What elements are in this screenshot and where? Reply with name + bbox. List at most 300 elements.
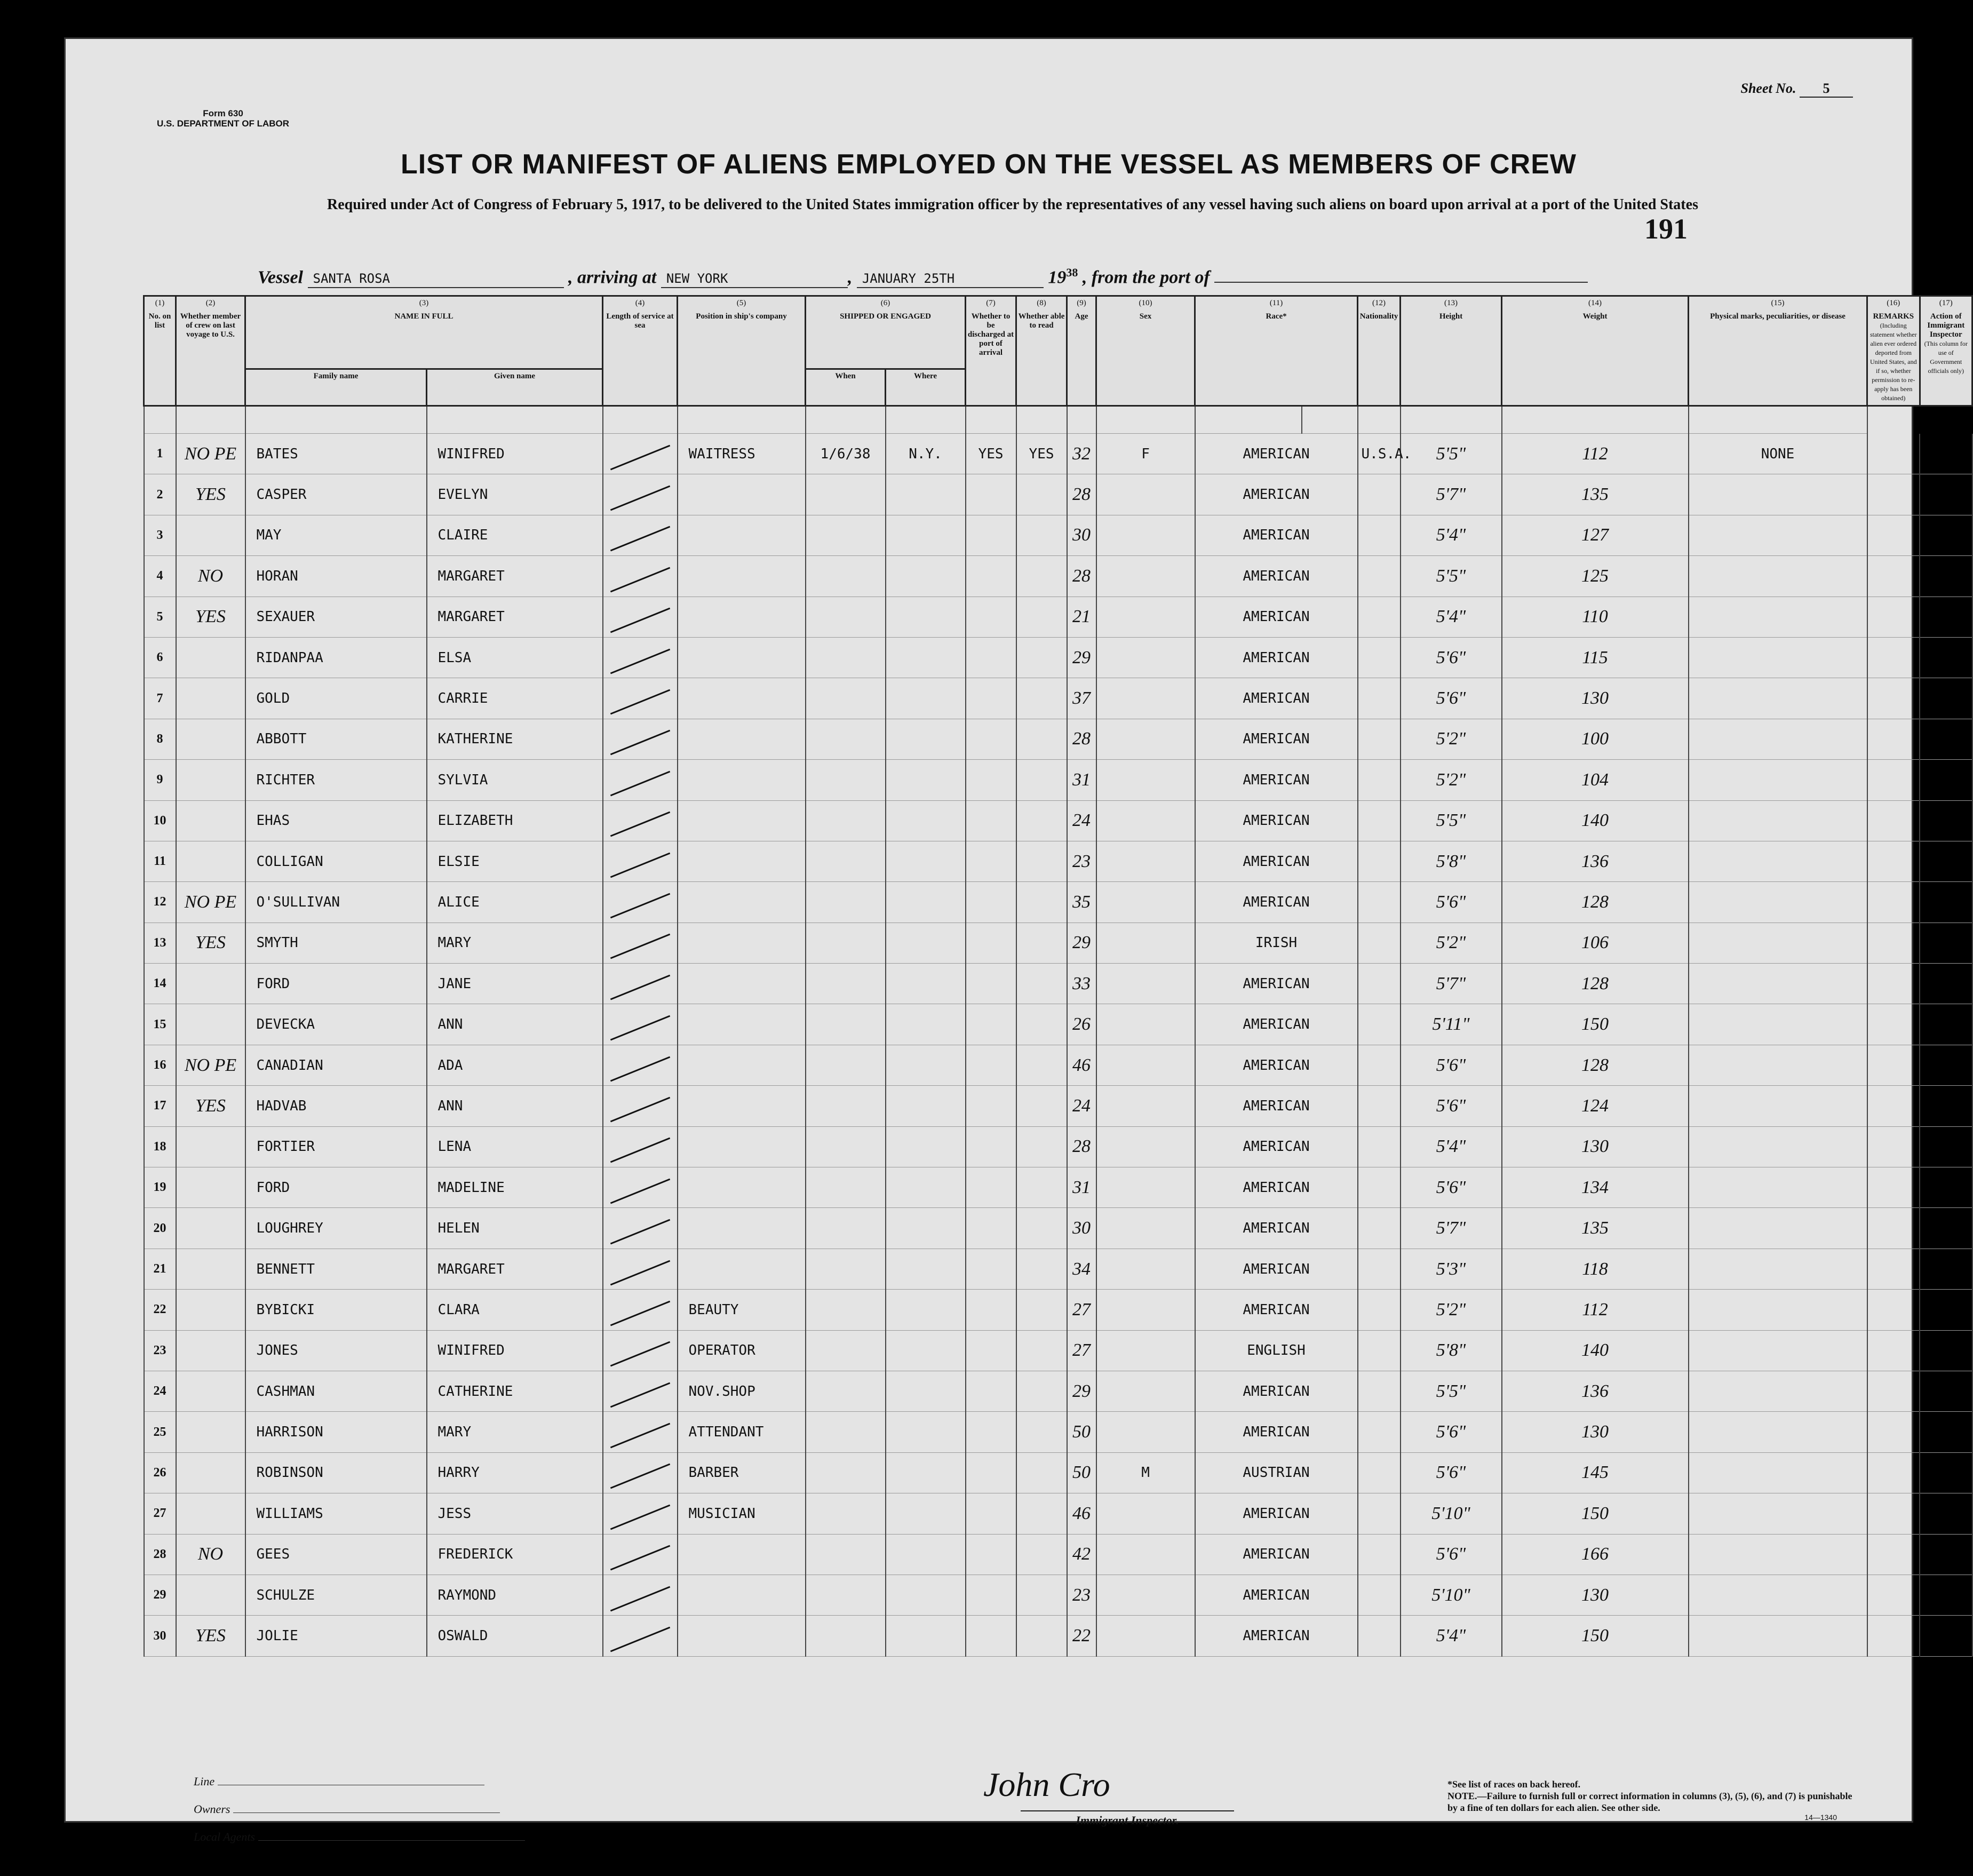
cell-length <box>603 800 678 841</box>
cell-race: AMERICAN <box>1195 719 1358 759</box>
cell-race: AMERICAN <box>1195 964 1358 1004</box>
cell-position: BEAUTY <box>678 1290 806 1330</box>
cell-remarks <box>1867 1616 1920 1656</box>
cell-remarks <box>1867 1371 1920 1411</box>
cell-weight: 140 <box>1502 800 1689 841</box>
cell-read <box>1016 1086 1067 1126</box>
cell-when <box>806 1412 886 1452</box>
cell-given: MARGARET <box>427 597 603 637</box>
cell-family: BENNETT <box>245 1249 427 1289</box>
cell-member <box>176 1167 245 1208</box>
cell-action <box>1920 434 1972 474</box>
table-row <box>144 515 1972 555</box>
cell-where <box>886 1452 966 1493</box>
cell-marks <box>1689 1371 1867 1411</box>
cell-weight: 136 <box>1502 841 1689 881</box>
cell-sex <box>1096 1330 1195 1371</box>
cell-read <box>1016 1493 1067 1534</box>
service-tick-mark <box>610 1015 670 1041</box>
cell-race: AMERICAN <box>1195 1208 1358 1249</box>
cell-no: 11 <box>144 841 176 881</box>
cell-age: 24 <box>1067 800 1096 841</box>
cell-age: 27 <box>1067 1290 1096 1330</box>
cell-given: MADELINE <box>427 1167 603 1208</box>
cell-weight: 145 <box>1502 1452 1689 1493</box>
cell-when <box>806 515 886 555</box>
cell-discharged <box>966 1452 1016 1493</box>
cell-nationality <box>1358 719 1401 759</box>
cell-marks <box>1689 1208 1867 1249</box>
col-no-header: (1) No. on list <box>144 296 176 406</box>
cell-length <box>603 1534 678 1575</box>
cell-nationality <box>1358 800 1401 841</box>
cell-marks <box>1689 1249 1867 1289</box>
cell-when <box>806 1616 886 1656</box>
table-row <box>144 760 1972 800</box>
cell-nationality <box>1358 1534 1401 1575</box>
cell-where <box>886 1045 966 1085</box>
cell-height: 5'2" <box>1401 923 1502 963</box>
cell-nationality <box>1358 515 1401 555</box>
cell-member: YES <box>176 474 245 515</box>
cell-position: MUSICIAN <box>678 1493 806 1534</box>
cell-height: 5'5" <box>1401 800 1502 841</box>
cell-height: 5'11" <box>1401 1004 1502 1045</box>
cell-read <box>1016 1371 1067 1411</box>
col-shipped-header: (6) SHIPPED OR ENGAGED <box>806 296 966 369</box>
cell-discharged <box>966 1616 1016 1656</box>
cell-remarks <box>1867 1493 1920 1534</box>
cell-remarks <box>1867 760 1920 800</box>
cell-action <box>1920 760 1972 800</box>
service-tick-mark <box>610 526 670 552</box>
cell-age: 29 <box>1067 923 1096 963</box>
cell-sex <box>1096 800 1195 841</box>
cell-given: MARY <box>427 923 603 963</box>
cell-discharged <box>966 1167 1016 1208</box>
cell-when <box>806 1575 886 1615</box>
service-tick-mark <box>610 1586 670 1611</box>
year-suffix: 38 <box>1066 266 1078 279</box>
cell-marks <box>1689 1290 1867 1330</box>
service-tick-mark <box>610 1627 670 1652</box>
cell-position <box>678 1208 806 1249</box>
cell-marks <box>1689 1167 1867 1208</box>
cell-position <box>678 1126 806 1167</box>
table-row <box>144 1452 1972 1493</box>
cell-sex <box>1096 964 1195 1004</box>
cell-read <box>1016 923 1067 963</box>
inspector-label: Immigrant Inspector. <box>1021 1810 1234 1827</box>
cell-family: RICHTER <box>245 760 427 800</box>
col-race-header: (11) Race* <box>1195 296 1358 406</box>
vessel-name: SANTA ROSA <box>308 271 564 288</box>
cell-position <box>678 1534 806 1575</box>
cell-weight: 134 <box>1502 1167 1689 1208</box>
cell-where <box>886 1167 966 1208</box>
cell-discharged: YES <box>966 434 1016 474</box>
cell-given: MARGARET <box>427 556 603 597</box>
cell-member <box>176 678 245 719</box>
cell-age: 33 <box>1067 964 1096 1004</box>
cell-length <box>603 719 678 759</box>
cell-sex <box>1096 1412 1195 1452</box>
cell-length <box>603 1004 678 1045</box>
table-row <box>144 1249 1972 1289</box>
footer-note <box>1447 1778 1864 1814</box>
cell-age: 50 <box>1067 1412 1096 1452</box>
cell-height: 5'5" <box>1401 556 1502 597</box>
cell-no: 1 <box>144 434 176 474</box>
cell-remarks <box>1867 474 1920 515</box>
cell-length <box>603 515 678 555</box>
cell-given: ELIZABETH <box>427 800 603 841</box>
department-label: U.S. DEPARTMENT OF LABOR <box>156 118 290 129</box>
cell-action <box>1920 1045 1972 1085</box>
cell-family: COLLIGAN <box>245 841 427 881</box>
cell-weight: 100 <box>1502 719 1689 759</box>
cell-given: ELSA <box>427 637 603 678</box>
col-sex-header: (10) Sex <box>1096 296 1195 406</box>
cell-nationality <box>1358 1249 1401 1289</box>
cell-member: YES <box>176 597 245 637</box>
cell-weight: 118 <box>1502 1249 1689 1289</box>
cell-length <box>603 1330 678 1371</box>
cell-member <box>176 637 245 678</box>
cell-length <box>603 597 678 637</box>
service-tick-mark <box>610 1056 670 1082</box>
cell-discharged <box>966 719 1016 759</box>
cell-where <box>886 1616 966 1656</box>
cell-height: 5'6" <box>1401 1086 1502 1126</box>
cell-read <box>1016 964 1067 1004</box>
cell-race: AMERICAN <box>1195 760 1358 800</box>
cell-read <box>1016 1167 1067 1208</box>
service-tick-mark <box>610 1382 670 1408</box>
cell-when <box>806 1493 886 1534</box>
cell-action <box>1920 800 1972 841</box>
footer-labels <box>194 1768 525 1851</box>
cell-where <box>886 841 966 881</box>
cell-nationality <box>1358 1616 1401 1656</box>
cell-no: 5 <box>144 597 176 637</box>
cell-given: JESS <box>427 1493 603 1534</box>
cell-height: 5'2" <box>1401 1290 1502 1330</box>
cell-remarks <box>1867 1208 1920 1249</box>
cell-member <box>176 1290 245 1330</box>
cell-discharged <box>966 1330 1016 1371</box>
arrival-port: NEW YORK <box>661 271 848 288</box>
cell-discharged <box>966 1371 1016 1411</box>
cell-action <box>1920 1004 1972 1045</box>
manifest-sheet <box>64 37 1968 1843</box>
cell-age: 46 <box>1067 1045 1096 1085</box>
col-age-header: (9) Age <box>1067 296 1096 406</box>
cell-family: BATES <box>245 434 427 474</box>
cell-height: 5'3" <box>1401 1249 1502 1289</box>
cell-no: 8 <box>144 719 176 759</box>
cell-action <box>1920 1616 1972 1656</box>
cell-given: WINIFRED <box>427 434 603 474</box>
spacer-row <box>144 406 1972 434</box>
cell-length <box>603 637 678 678</box>
col-height-header: (13) Height <box>1401 296 1502 406</box>
cell-length <box>603 678 678 719</box>
cell-length <box>603 1208 678 1249</box>
cell-weight: 135 <box>1502 1208 1689 1249</box>
col-weight-header: (14) Weight <box>1502 296 1689 406</box>
cell-length <box>603 964 678 1004</box>
cell-nationality: U.S.A. <box>1358 434 1401 474</box>
col-nationality-header: (12) Nationality <box>1358 296 1401 406</box>
cell-discharged <box>966 1290 1016 1330</box>
cell-age: 37 <box>1067 678 1096 719</box>
cell-nationality <box>1358 1330 1401 1371</box>
cell-family: CANADIAN <box>245 1045 427 1085</box>
cell-where <box>886 515 966 555</box>
cell-nationality <box>1358 1290 1401 1330</box>
cell-position <box>678 1616 806 1656</box>
cell-weight: 130 <box>1502 1575 1689 1615</box>
table-row <box>144 841 1972 881</box>
cell-given: EVELYN <box>427 474 603 515</box>
cell-race: AMERICAN <box>1195 882 1358 923</box>
col-discharged-header: (7) Whether to be discharged at port of arrival <box>966 296 1016 406</box>
cell-no: 10 <box>144 800 176 841</box>
cell-no: 20 <box>144 1208 176 1249</box>
cell-member <box>176 1371 245 1411</box>
table-row <box>144 1575 1972 1615</box>
cell-given: ANN <box>427 1086 603 1126</box>
service-tick-mark <box>610 1341 670 1367</box>
cell-weight: 128 <box>1502 882 1689 923</box>
cell-discharged <box>966 1493 1016 1534</box>
cell-family: HARRISON <box>245 1412 427 1452</box>
service-tick-mark <box>610 730 670 756</box>
cell-length <box>603 1249 678 1289</box>
cell-race: AUSTRIAN <box>1195 1452 1358 1493</box>
cell-height: 5'10" <box>1401 1493 1502 1534</box>
cell-when <box>806 474 886 515</box>
table-row <box>144 1412 1972 1452</box>
cell-height: 5'6" <box>1401 1167 1502 1208</box>
cell-race: AMERICAN <box>1195 800 1358 841</box>
cell-age: 24 <box>1067 1086 1096 1126</box>
cell-family: CASPER <box>245 474 427 515</box>
cell-member <box>176 1452 245 1493</box>
cell-marks <box>1689 597 1867 637</box>
cell-remarks <box>1867 1086 1920 1126</box>
cell-height: 5'5" <box>1401 1371 1502 1411</box>
cell-race: AMERICAN <box>1195 1004 1358 1045</box>
cell-age: 23 <box>1067 841 1096 881</box>
cell-nationality <box>1358 1208 1401 1249</box>
cell-length <box>603 1371 678 1411</box>
cell-discharged <box>966 841 1016 881</box>
cell-given: CLAIRE <box>427 515 603 555</box>
cell-member <box>176 515 245 555</box>
cell-height: 5'4" <box>1401 515 1502 555</box>
cell-length <box>603 1045 678 1085</box>
service-tick-mark <box>610 1219 670 1245</box>
cell-discharged <box>966 760 1016 800</box>
cell-weight: 130 <box>1502 1412 1689 1452</box>
service-tick-mark <box>610 1301 670 1326</box>
vessel-label: Vessel <box>258 267 303 288</box>
cell-action <box>1920 1208 1972 1249</box>
cell-no: 23 <box>144 1330 176 1371</box>
cell-family: FORTIER <box>245 1126 427 1167</box>
cell-action <box>1920 1249 1972 1289</box>
cell-family: SMYTH <box>245 923 427 963</box>
cell-family: FORD <box>245 1167 427 1208</box>
cell-position <box>678 597 806 637</box>
table-row <box>144 637 1972 678</box>
cell-given: HELEN <box>427 1208 603 1249</box>
table-row <box>144 597 1972 637</box>
service-tick-mark <box>610 1464 670 1489</box>
cell-action <box>1920 678 1972 719</box>
cell-where <box>886 1412 966 1452</box>
cell-action <box>1920 1290 1972 1330</box>
cell-age: 28 <box>1067 1126 1096 1167</box>
cell-given: CLARA <box>427 1290 603 1330</box>
cell-position <box>678 882 806 923</box>
cell-remarks <box>1867 1045 1920 1085</box>
service-tick-mark <box>610 893 670 919</box>
cell-when <box>806 1330 886 1371</box>
cell-remarks <box>1867 964 1920 1004</box>
cell-position <box>678 719 806 759</box>
cell-where: N.Y. <box>886 434 966 474</box>
cell-height: 5'7" <box>1401 474 1502 515</box>
cell-weight: 124 <box>1502 1086 1689 1126</box>
cell-race: AMERICAN <box>1195 1045 1358 1085</box>
cell-where <box>886 1126 966 1167</box>
cell-action <box>1920 556 1972 597</box>
cell-discharged <box>966 597 1016 637</box>
service-tick-mark <box>610 812 670 837</box>
cell-given: CATHERINE <box>427 1371 603 1411</box>
cell-height: 5'4" <box>1401 597 1502 637</box>
service-tick-mark <box>610 1178 670 1204</box>
cell-discharged <box>966 923 1016 963</box>
service-tick-mark <box>610 1423 670 1449</box>
cell-sex <box>1096 556 1195 597</box>
table-row <box>144 1290 1972 1330</box>
cell-marks <box>1689 1534 1867 1575</box>
cell-member <box>176 1575 245 1615</box>
col-remarks-header: (16) REMARKS (Including statement whether alien ever ordered deported from United States, and if so, whether permission to re-apply has been obtained) <box>1867 296 1920 406</box>
service-tick-mark <box>610 934 670 959</box>
cell-no: 17 <box>144 1086 176 1126</box>
cell-family: GEES <box>245 1534 427 1575</box>
cell-remarks <box>1867 1534 1920 1575</box>
cell-member: YES <box>176 1616 245 1656</box>
cell-race: AMERICAN <box>1195 1493 1358 1534</box>
cell-weight: 112 <box>1502 434 1689 474</box>
cell-where <box>886 800 966 841</box>
col-length-header: (4) Length of service at sea <box>603 296 678 406</box>
cell-action <box>1920 1534 1972 1575</box>
service-tick-mark <box>610 852 670 878</box>
cell-marks <box>1689 760 1867 800</box>
cell-race: AMERICAN <box>1195 434 1358 474</box>
cell-given: ADA <box>427 1045 603 1085</box>
cell-age: 28 <box>1067 719 1096 759</box>
cell-marks <box>1689 841 1867 881</box>
table-row <box>144 1167 1972 1208</box>
cell-member <box>176 1412 245 1452</box>
cell-no: 27 <box>144 1493 176 1534</box>
cell-marks <box>1689 1126 1867 1167</box>
cell-weight: 127 <box>1502 515 1689 555</box>
cell-member <box>176 1330 245 1371</box>
cell-where <box>886 1208 966 1249</box>
cell-sex <box>1096 678 1195 719</box>
cell-marks <box>1689 515 1867 555</box>
cell-where <box>886 1290 966 1330</box>
cell-length <box>603 882 678 923</box>
cell-action <box>1920 923 1972 963</box>
cell-length <box>603 841 678 881</box>
cell-where <box>886 719 966 759</box>
cell-family: BYBICKI <box>245 1290 427 1330</box>
cell-position <box>678 1249 806 1289</box>
cell-when <box>806 1045 886 1085</box>
cell-age: 29 <box>1067 637 1096 678</box>
cell-where <box>886 760 966 800</box>
arrival-date: JANUARY 25TH <box>857 271 1044 288</box>
cell-remarks <box>1867 678 1920 719</box>
cell-action <box>1920 637 1972 678</box>
cell-marks <box>1689 474 1867 515</box>
cell-nationality <box>1358 1493 1401 1534</box>
inspector-signature: John Cro <box>983 1766 1110 1803</box>
cell-position <box>678 964 806 1004</box>
cell-when <box>806 1086 886 1126</box>
cell-length <box>603 1290 678 1330</box>
service-tick-mark <box>610 689 670 715</box>
col-where-header: Where <box>886 369 966 406</box>
cell-family: O'SULLIVAN <box>245 882 427 923</box>
cell-age: 32 <box>1067 434 1096 474</box>
cell-action <box>1920 841 1972 881</box>
cell-read <box>1016 515 1067 555</box>
cell-race: AMERICAN <box>1195 1290 1358 1330</box>
from-port-value <box>1214 281 1588 283</box>
cell-action <box>1920 964 1972 1004</box>
cell-length <box>603 760 678 800</box>
cell-race: AMERICAN <box>1195 474 1358 515</box>
cell-height: 5'6" <box>1401 678 1502 719</box>
cell-sex <box>1096 923 1195 963</box>
line-label: Line <box>194 1775 215 1788</box>
cell-weight: 150 <box>1502 1616 1689 1656</box>
cell-member <box>176 1208 245 1249</box>
cell-nationality <box>1358 964 1401 1004</box>
cell-position <box>678 760 806 800</box>
cell-nationality <box>1358 923 1401 963</box>
cell-read <box>1016 841 1067 881</box>
table-row <box>144 1086 1972 1126</box>
cell-family: LOUGHREY <box>245 1208 427 1249</box>
table-row <box>144 1493 1972 1534</box>
cell-no: 26 <box>144 1452 176 1493</box>
cell-action <box>1920 719 1972 759</box>
year-prefix: 19 <box>1048 267 1067 288</box>
cell-member <box>176 1126 245 1167</box>
